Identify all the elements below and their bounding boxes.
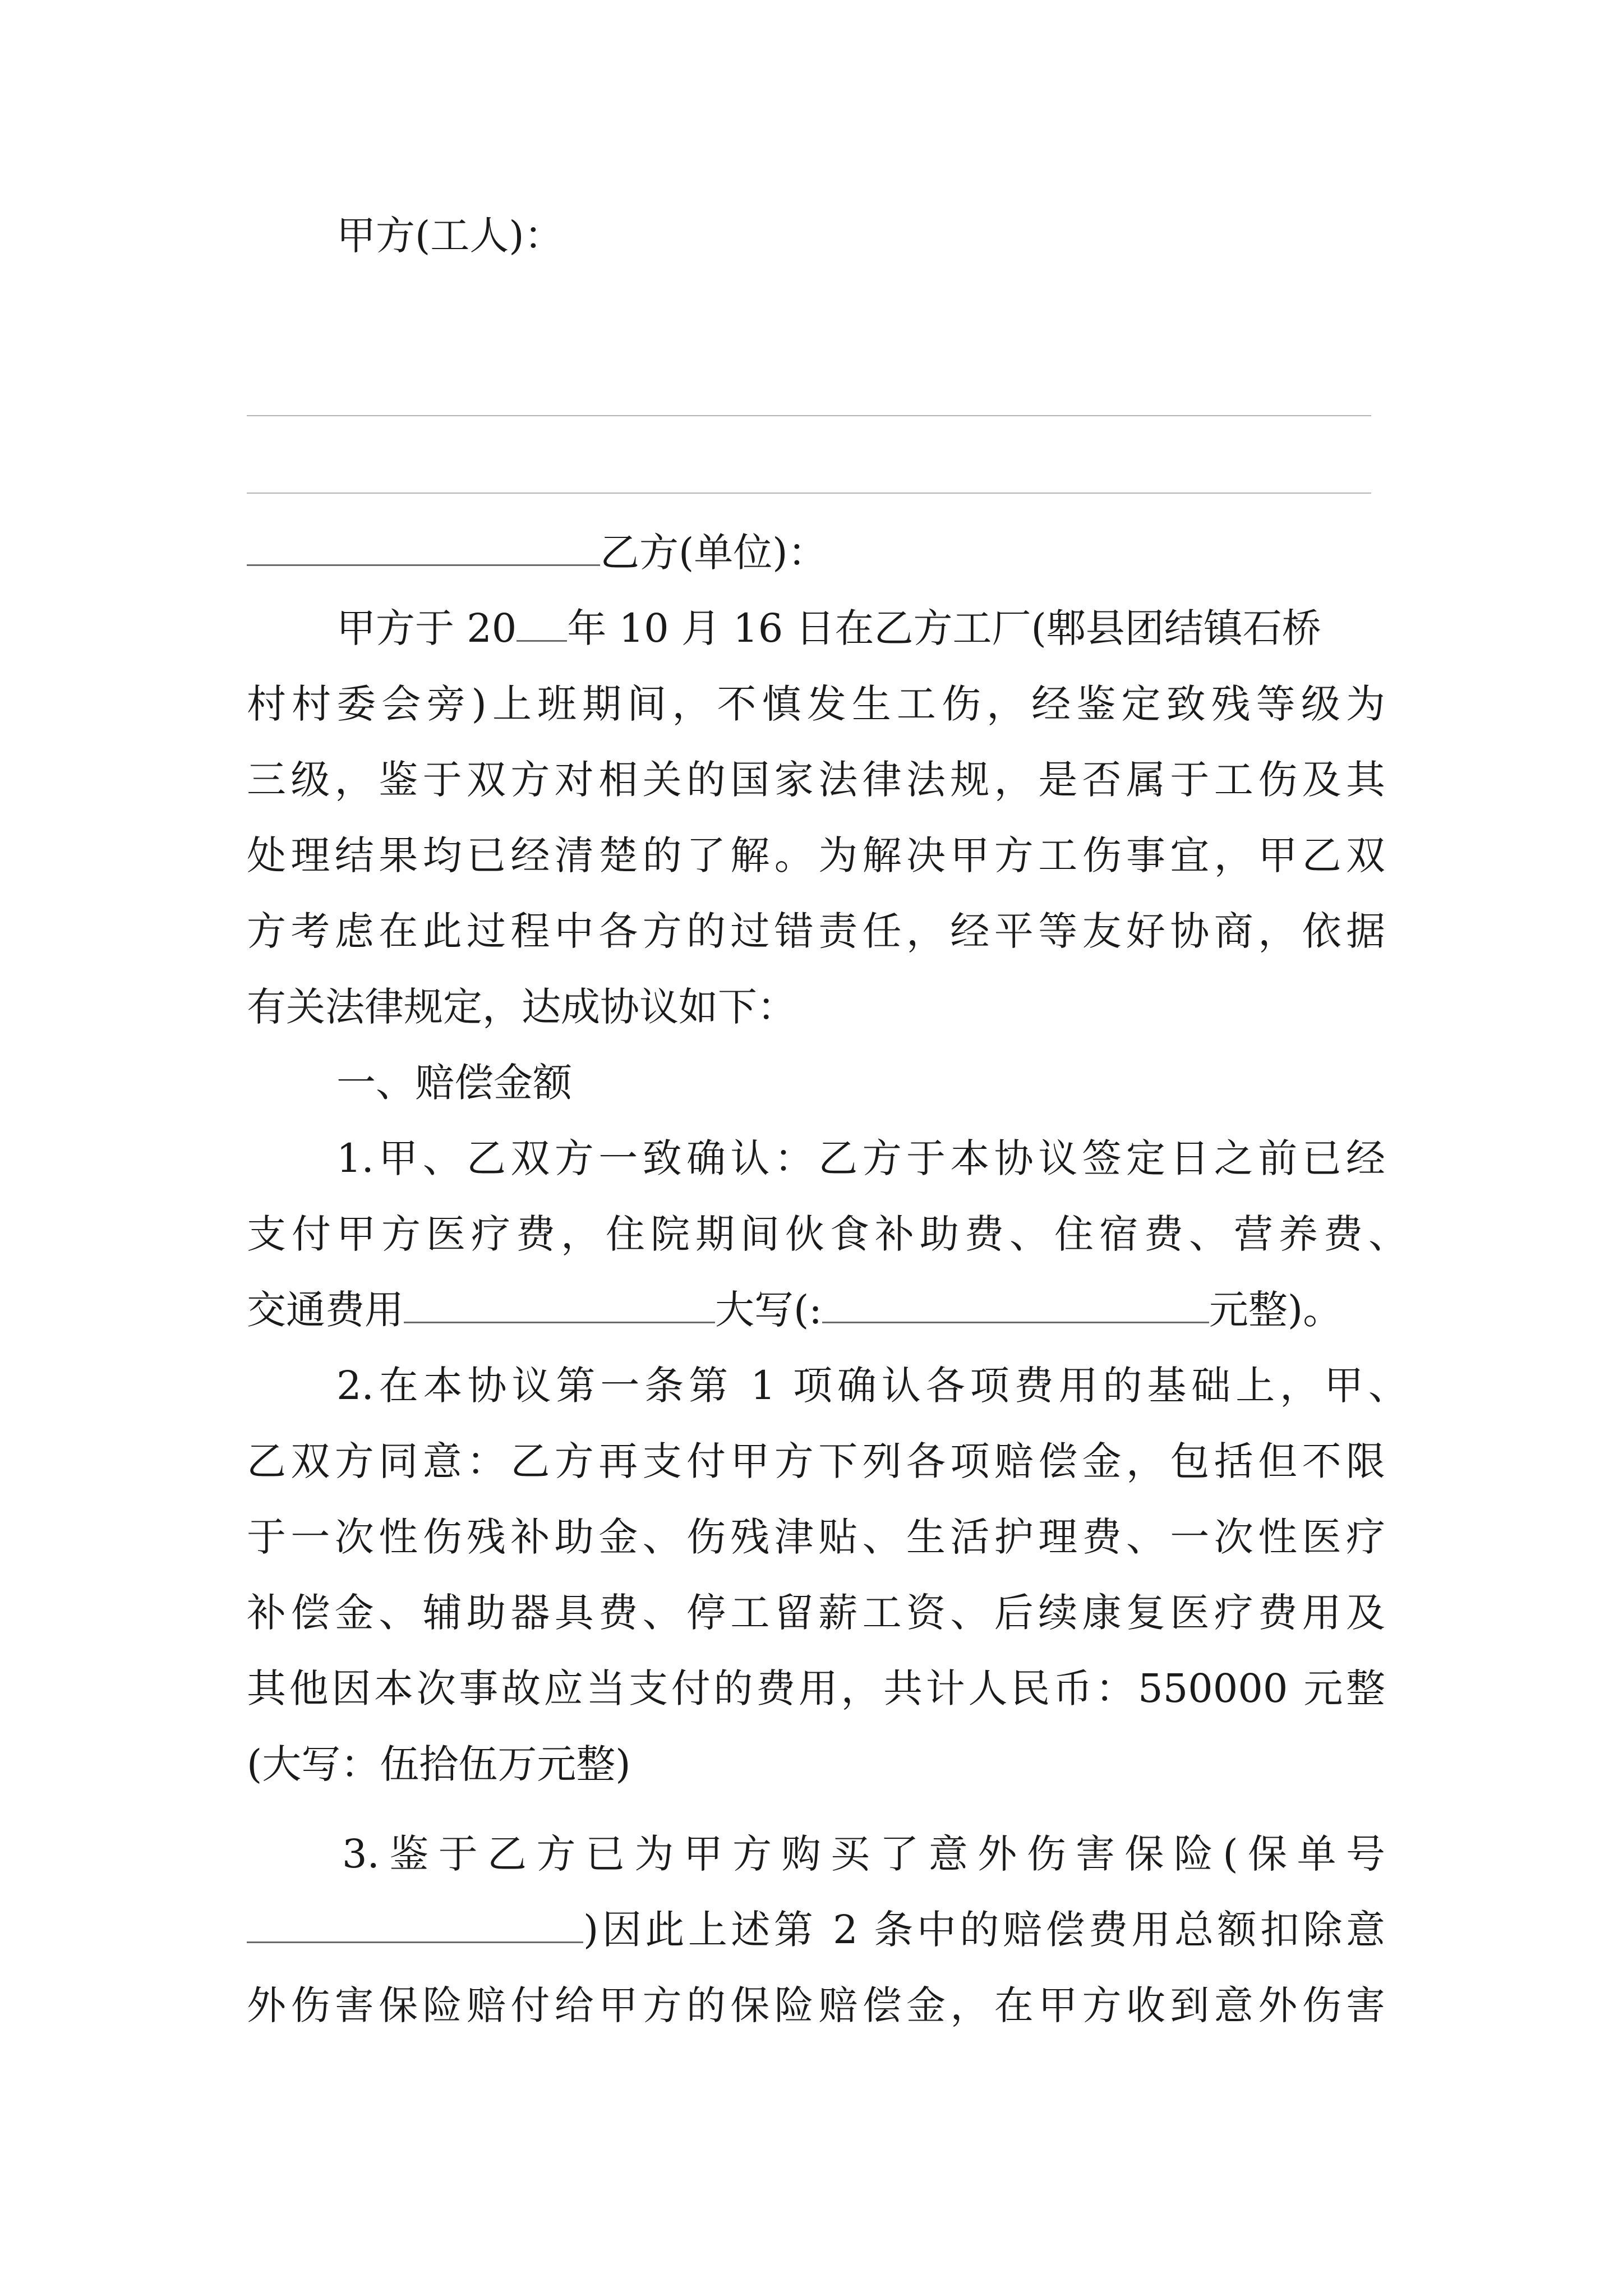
intro-line-3: 三级，鉴于双方对相关的国家法律法规，是否属于工伤及其 <box>247 757 1385 803</box>
intro-line-1: 甲方于 20 年 10 月 16 日在乙方工厂(郫县团结镇石桥 <box>336 605 1321 651</box>
blank-line-2 <box>247 493 1371 494</box>
clause-2-line-1: 2.在本协议第一条第 1 项确认各项费用的基础上，甲、 <box>336 1363 1408 1409</box>
intro-line-2: 村村委会旁)上班期间，不慎发生工伤，经鉴定致残等级为 <box>247 681 1385 727</box>
party-b-line <box>247 524 827 581</box>
intro-line-6: 有关法律规定，达成协议如下： <box>247 984 796 1030</box>
amount-blank <box>404 1287 715 1323</box>
clause-2-line-4: 补偿金、辅助器具费、停工留薪工资、后续康复医疗费用及 <box>247 1590 1385 1636</box>
party-b-label: 乙方(单位)： <box>600 530 827 576</box>
clause-3-line-3: 外伤害保险赔付给甲方的保险赔偿金，在甲方收到意外伤害 <box>247 1982 1385 2028</box>
clause-3-line-2: )因此上述第 2 条中的赔偿费用总额扣除意 <box>247 1902 1385 1958</box>
party-a-label: 甲方(工人)： <box>336 213 564 259</box>
clause-1-line-2: 支付甲方医疗费，住院期间伙食补助费、住宿费、营养费、 <box>247 1211 1408 1257</box>
year-blank <box>517 605 567 642</box>
amount-words-blank <box>822 1287 1209 1323</box>
intro-line-4: 处理结果均已经清楚的了解。为解决甲方工伤事宜，甲乙双 <box>247 832 1385 878</box>
policy-number-blank <box>247 1907 583 1943</box>
clause-3-line-1: 3.鉴于乙方已为甲方购买了意外伤害保险(保单号 <box>342 1831 1385 1877</box>
clause-1-line-1: 1.甲、乙双方一致确认：乙方于本协议签定日之前已经 <box>336 1135 1385 1181</box>
blank-line-1 <box>247 415 1371 416</box>
clause-2-line-5: 其他因本次事故应当支付的费用，共计人民币：550000 元整 <box>247 1665 1385 1711</box>
clause-1-line-3: 交通费用 大写(: 元整)。 <box>247 1287 1343 1333</box>
section-heading: 一、赔偿金额 <box>336 1060 572 1106</box>
clause-2-line-6: (大写：伍拾伍万元整) <box>247 1741 631 1787</box>
intro-line-5: 方考虑在此过程中各方的过错责任，经平等友好协商，依据 <box>247 908 1385 954</box>
clause-2-line-2: 乙双方同意：乙方再支付甲方下列各项赔偿金，包括但不限 <box>247 1438 1385 1484</box>
party-b-blank <box>247 530 600 566</box>
clause-2-line-3: 于一次性伤残补助金、伤残津贴、生活护理费、一次性医疗 <box>247 1514 1385 1560</box>
